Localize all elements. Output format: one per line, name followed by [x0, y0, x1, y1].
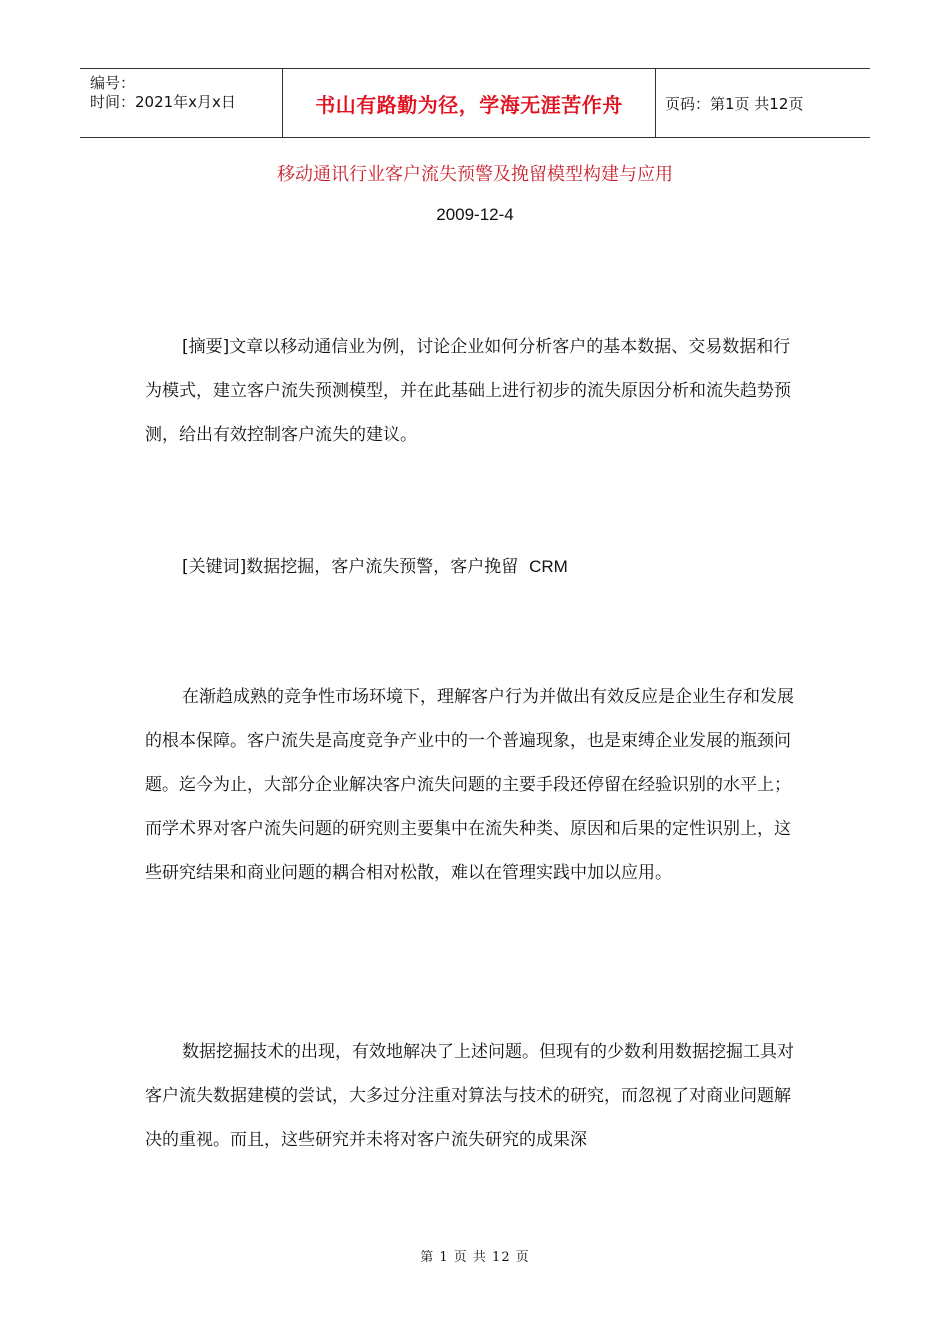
time-label: 时间：2021年x月x日 — [90, 93, 236, 111]
document-date: 2009-12-4 — [436, 205, 514, 224]
body-paragraph-1: 在渐趋成熟的竞争性市场环境下，理解客户行为并做出有效反应是企业生存和发展的根本保障。客户流失是高度竞争产业中的一个普遍现象，也是束缚企业发展的瓶颈问题。迄今为止，大部分企业解决客户流失问题的主要手段还停留在经验识别的水平上；而学术界对客户流失问题的研究则主要集中在流失种类、原因和后果的定性识别上，这些研究结果和商业问题的耦合相对松散，难以在管理实践中加以应用。 — [145, 687, 794, 883]
motto-text: 书山有路勤为径，学海无涯苦作舟 — [315, 92, 623, 117]
keywords-latin: CRM — [529, 557, 568, 576]
document-title: 移动通讯行业客户流失预警及挽留模型构建与应用 — [277, 164, 673, 185]
serial-label: 编号： — [90, 74, 136, 92]
abstract-tag: [摘要] — [182, 337, 230, 357]
keywords-tag: [关键词] — [182, 557, 247, 577]
header-page-cell — [655, 69, 870, 137]
header-motto-cell — [282, 69, 656, 137]
abstract-text: 文章以移动通信业为例，讨论企业如何分析客户的基本数据、交易数据和行为模式，建立客户流失预测模型，并在此基础上进行初步的流失原因分析和流失趋势预测，给出有效控制客户流失的建议。 — [145, 337, 791, 445]
header-table — [80, 68, 870, 138]
header-page-info: 页码：第1页 共12页 — [665, 94, 804, 113]
keywords-text: 数据挖掘，客户流失预警，客户挽留 — [246, 557, 519, 577]
header-meta-cell — [80, 69, 282, 137]
page-footer: 第 1 页 共 12 页 — [420, 1250, 530, 1265]
body-paragraph-2: 数据挖掘技术的出现，有效地解决了上述问题。但现有的少数利用数据挖掘工具对客户流失数据建模的尝试，大多过分注重对算法与技术的研究，而忽视了对商业问题解决的重视。而且，这些研究并未将对客户流失研究的成果深 — [145, 1042, 794, 1150]
abstract-paragraph — [145, 325, 805, 457]
keywords-paragraph — [145, 545, 805, 589]
